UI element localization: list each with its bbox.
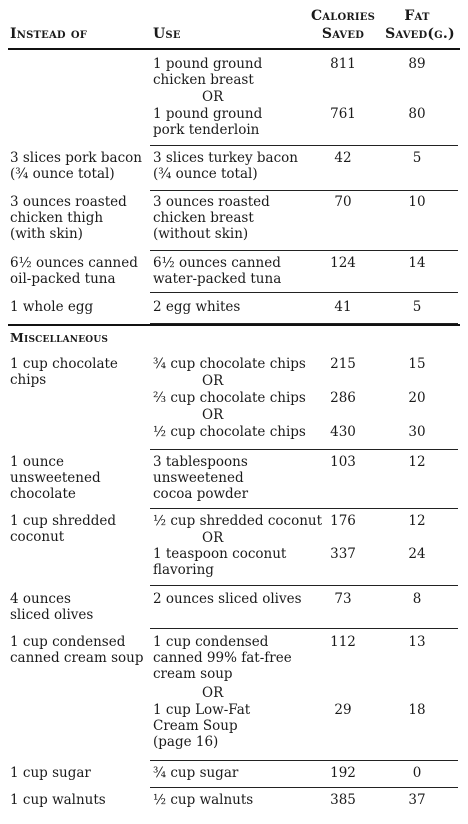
rows-cal-0: 811 bbox=[330, 56, 356, 72]
rows-fat-4: 10 bbox=[408, 194, 426, 210]
misc_rows-instead-13: 1 cup sugar bbox=[10, 765, 91, 781]
misc_rows-instead-0: 1 cup chocolate chips bbox=[10, 356, 118, 388]
misc_rows-fat-12: 18 bbox=[408, 702, 426, 718]
misc_rows-cal-8: 337 bbox=[330, 546, 356, 562]
header-use: Use bbox=[153, 26, 181, 42]
misc_rows-instead-14: 1 cup walnuts bbox=[10, 792, 106, 808]
misc_rows-cal-10: 112 bbox=[330, 634, 356, 650]
misc_rows-cal-2: 286 bbox=[330, 390, 356, 406]
misc-heading: Miscellaneous bbox=[10, 330, 109, 345]
row-divider bbox=[150, 508, 458, 509]
rows-use-1: OR bbox=[202, 89, 224, 105]
misc_rows-use-10: 1 cup condensed canned 99% fat-free cream soup bbox=[153, 634, 292, 682]
row-divider bbox=[150, 787, 458, 788]
misc_rows-cal-12: 29 bbox=[334, 702, 352, 718]
rows-use-6: 2 egg whites bbox=[153, 299, 241, 315]
misc_rows-use-12: 1 cup Low-Fat Cream Soup (page 16) bbox=[153, 702, 251, 750]
misc_rows-use-8: 1 teaspoon coconut flavoring bbox=[153, 546, 287, 578]
rows-use-3: 3 slices turkey bacon (¾ ounce total) bbox=[153, 150, 298, 182]
row-divider bbox=[150, 628, 458, 629]
misc_rows-cal-5: 103 bbox=[330, 454, 356, 470]
misc_rows-use-5: 3 tablespoons unsweetened cocoa powder bbox=[153, 454, 249, 502]
misc_rows-cal-9: 73 bbox=[334, 591, 352, 607]
header-instead-of: Instead of bbox=[10, 26, 88, 42]
rows-cal-6: 41 bbox=[334, 299, 352, 315]
rows-fat-0: 89 bbox=[408, 56, 426, 72]
header-fat-line2: Saved(g.) bbox=[385, 26, 455, 42]
header-fat-line1: Fat bbox=[404, 8, 430, 24]
header-calories-line2: Saved bbox=[321, 26, 365, 42]
row-divider bbox=[150, 145, 458, 146]
row-divider bbox=[150, 292, 458, 293]
rows-use-4: 3 ounces roasted chicken breast (without skin) bbox=[153, 194, 270, 242]
misc_rows-cal-0: 215 bbox=[330, 356, 356, 372]
rows-instead-5: 6½ ounces canned oil-packed tuna bbox=[10, 255, 138, 287]
row-divider bbox=[150, 449, 458, 450]
misc_rows-fat-8: 24 bbox=[408, 546, 426, 562]
rows-cal-3: 42 bbox=[334, 150, 352, 166]
rows-instead-6: 1 whole egg bbox=[10, 299, 94, 315]
misc_rows-use-7: OR bbox=[202, 530, 224, 546]
row-divider bbox=[150, 585, 458, 586]
misc_rows-fat-13: 0 bbox=[412, 765, 422, 781]
rows-fat-5: 14 bbox=[408, 255, 426, 271]
misc_rows-fat-6: 12 bbox=[408, 513, 426, 529]
rows-cal-2: 761 bbox=[330, 106, 356, 122]
rows-use-2: 1 pound ground pork tenderloin bbox=[153, 106, 263, 138]
header-calories-line1: Calories bbox=[310, 8, 376, 24]
rows-instead-4: 3 ounces roasted chicken thigh (with skin) bbox=[10, 194, 127, 242]
misc-rule bbox=[8, 324, 460, 326]
misc_rows-use-14: ½ cup walnuts bbox=[153, 792, 254, 808]
misc_rows-fat-2: 20 bbox=[408, 390, 426, 406]
misc_rows-use-3: OR bbox=[202, 407, 224, 423]
misc_rows-use-1: OR bbox=[202, 373, 224, 389]
misc_rows-cal-14: 385 bbox=[330, 792, 356, 808]
row-divider bbox=[150, 760, 458, 761]
misc_rows-cal-6: 176 bbox=[330, 513, 356, 529]
rows-fat-3: 5 bbox=[412, 150, 422, 166]
row-divider bbox=[150, 190, 458, 191]
header-rule bbox=[8, 48, 460, 50]
misc_rows-instead-5: 1 ounce unsweetened chocolate bbox=[10, 454, 101, 502]
misc_rows-use-11: OR bbox=[202, 685, 224, 701]
misc_rows-instead-9: 4 ounces sliced olives bbox=[10, 591, 94, 623]
misc_rows-cal-13: 192 bbox=[330, 765, 356, 781]
misc_rows-fat-14: 37 bbox=[408, 792, 426, 808]
misc_rows-fat-9: 8 bbox=[412, 591, 422, 607]
rows-use-0: 1 pound ground chicken breast bbox=[153, 56, 263, 88]
misc_rows-instead-6: 1 cup shredded coconut bbox=[10, 513, 117, 545]
rows-fat-6: 5 bbox=[412, 299, 422, 315]
misc_rows-use-9: 2 ounces sliced olives bbox=[153, 591, 302, 607]
misc_rows-fat-10: 13 bbox=[408, 634, 426, 650]
misc_rows-fat-5: 12 bbox=[408, 454, 426, 470]
misc_rows-use-0: ¾ cup chocolate chips bbox=[153, 356, 306, 372]
misc_rows-cal-4: 430 bbox=[330, 424, 356, 440]
misc_rows-use-4: ½ cup chocolate chips bbox=[153, 424, 306, 440]
rows-fat-2: 80 bbox=[408, 106, 426, 122]
rows-cal-5: 124 bbox=[330, 255, 356, 271]
misc_rows-fat-0: 15 bbox=[408, 356, 426, 372]
rows-cal-4: 70 bbox=[334, 194, 352, 210]
misc_rows-instead-10: 1 cup condensed canned cream soup bbox=[10, 634, 144, 666]
misc_rows-use-2: ⅔ cup chocolate chips bbox=[153, 390, 306, 406]
rows-instead-3: 3 slices pork bacon (¾ ounce total) bbox=[10, 150, 142, 182]
misc_rows-fat-4: 30 bbox=[408, 424, 426, 440]
misc_rows-use-6: ½ cup shredded coconut bbox=[153, 513, 323, 529]
rows-use-5: 6½ ounces canned water-packed tuna bbox=[153, 255, 282, 287]
misc_rows-use-13: ¾ cup sugar bbox=[153, 765, 239, 781]
row-divider bbox=[150, 250, 458, 251]
